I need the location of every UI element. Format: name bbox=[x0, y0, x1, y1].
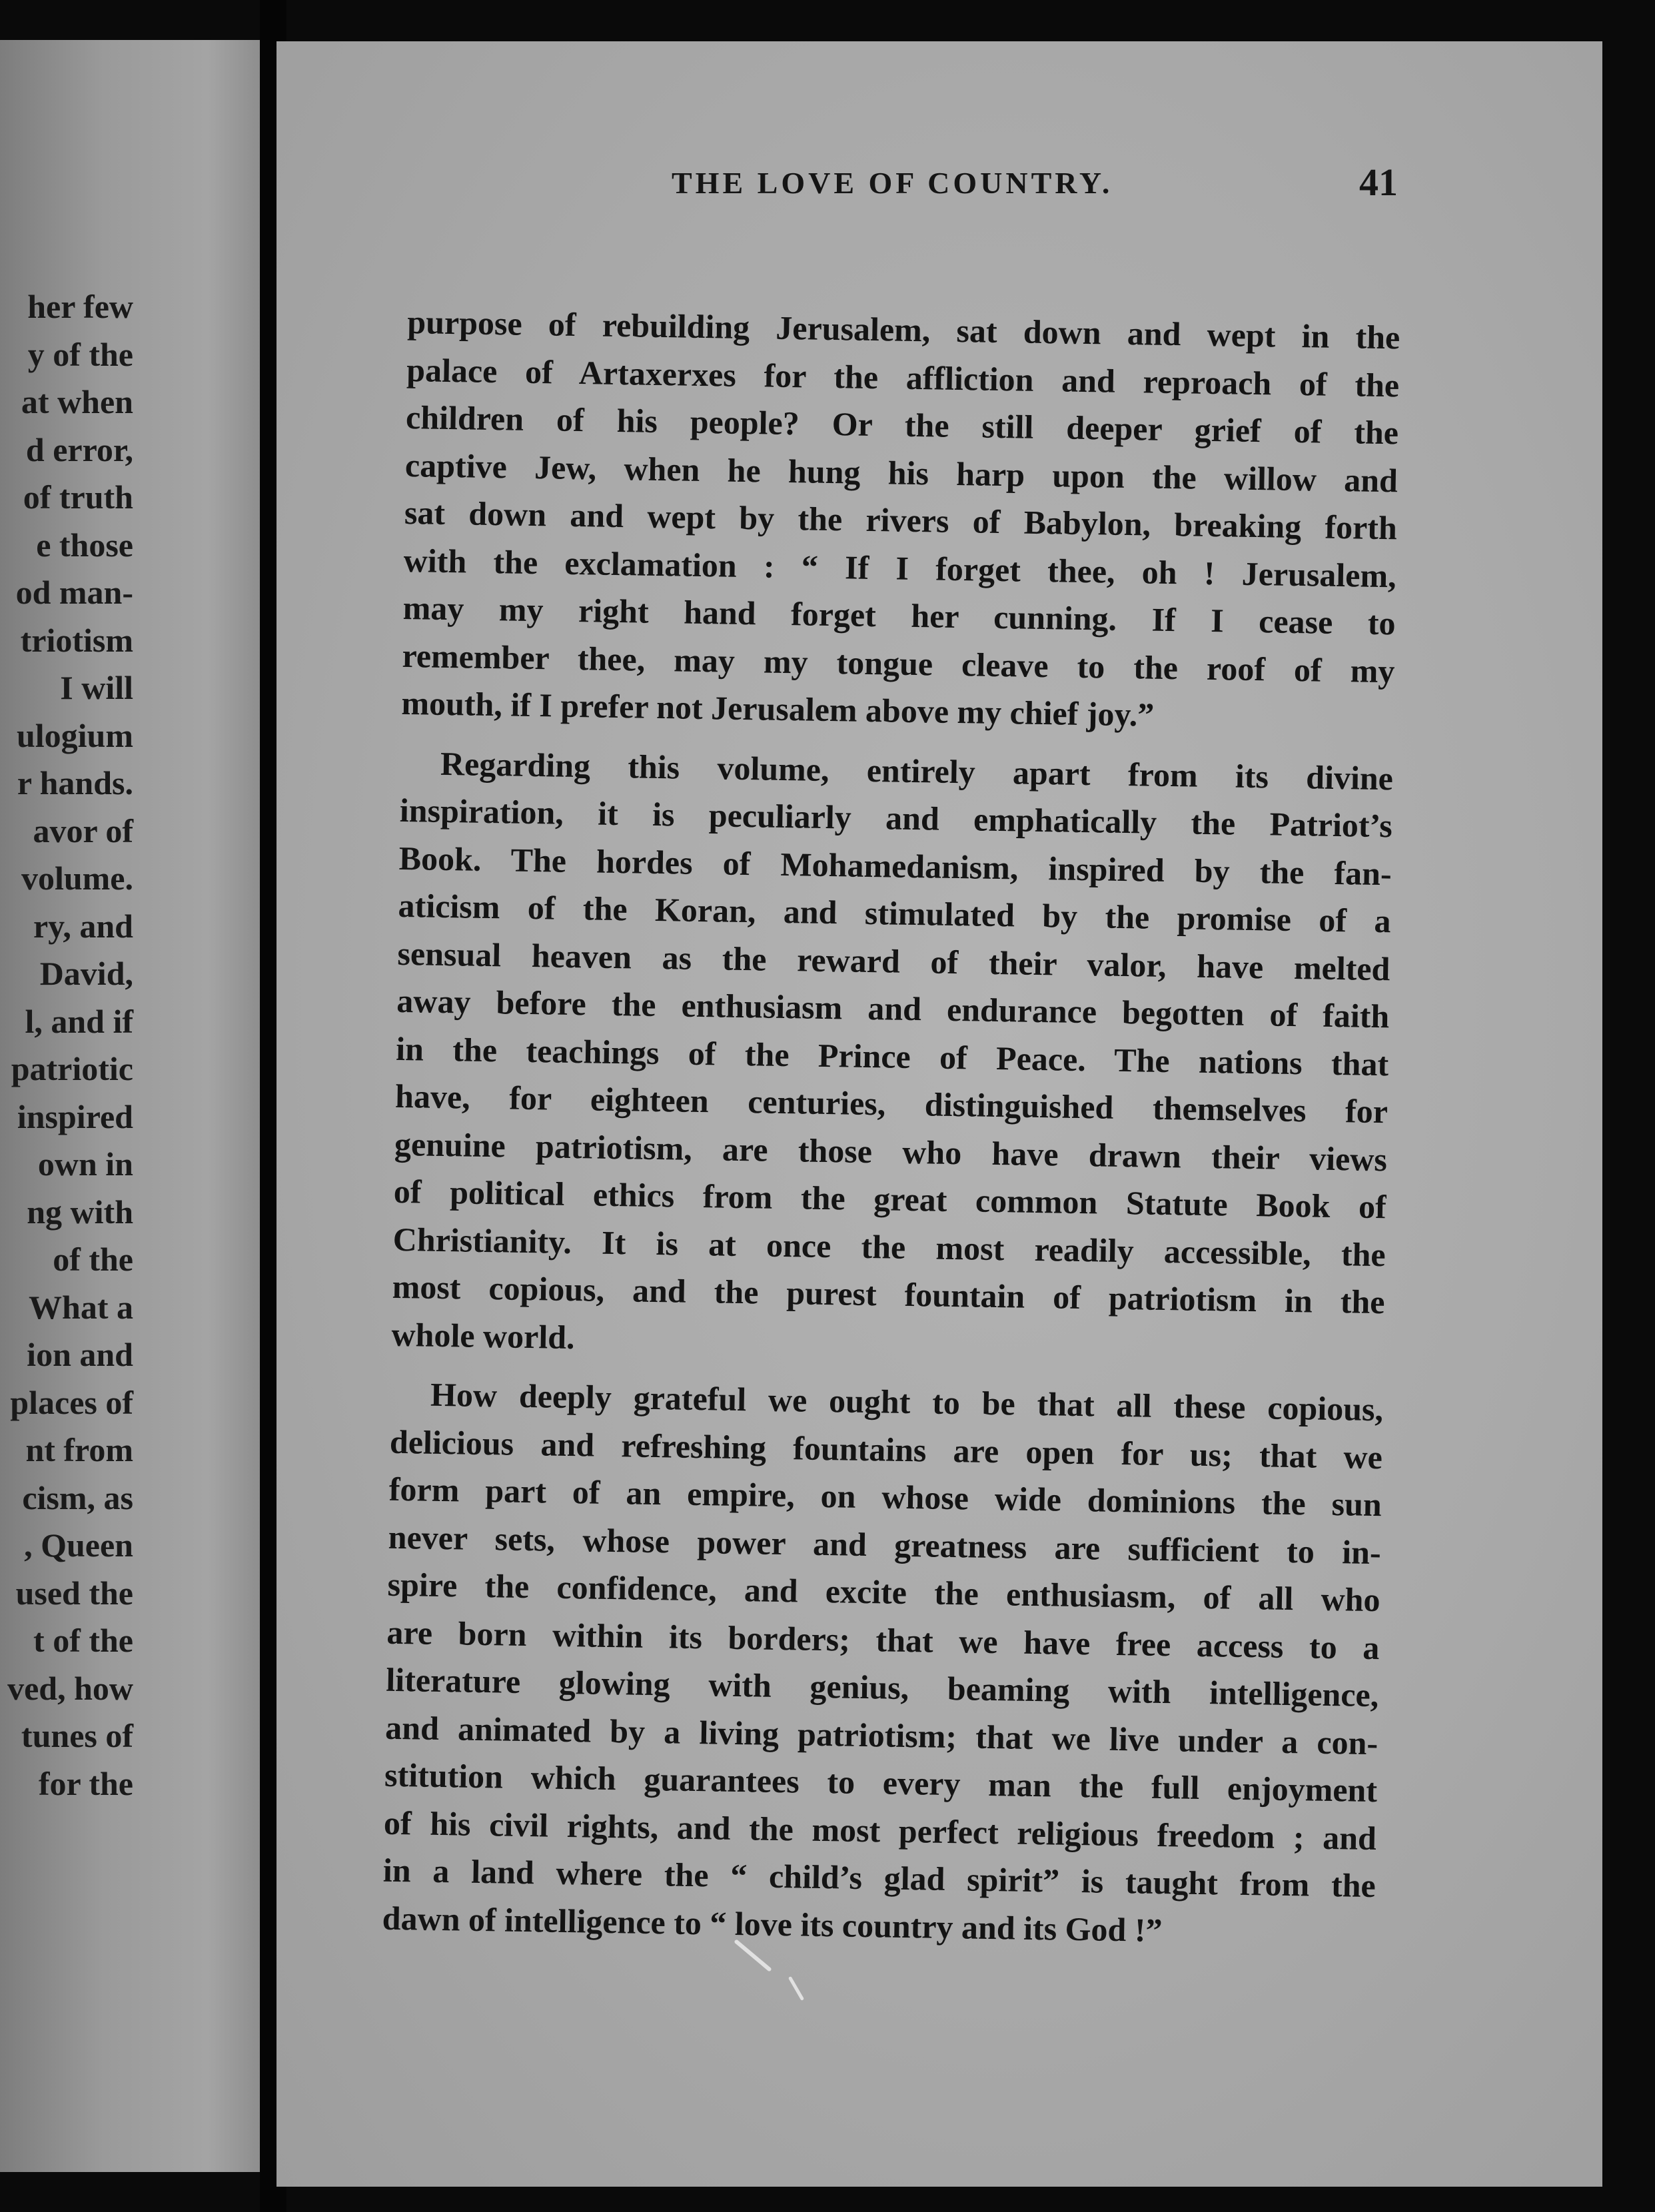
text-line: have, for eighteen centuries, distinguished themselves for bbox=[394, 1077, 1388, 1131]
text-line: at when bbox=[21, 383, 133, 420]
text-line: in the teachings of the Prince of Peace. The nations that bbox=[395, 1029, 1389, 1083]
text-line: ry, and bbox=[33, 907, 133, 945]
text-line: ng with bbox=[27, 1193, 133, 1231]
text-line: inspiration, it is peculiarly and emphatically the Patriot’s bbox=[399, 791, 1393, 845]
text-line: never sets, whose power and greatness are sufficient to in- bbox=[388, 1518, 1382, 1571]
text-line: ved, how bbox=[7, 1669, 133, 1707]
text-line: od man- bbox=[15, 574, 133, 611]
text-line: How deeply grateful we ought to be that all these copious, bbox=[430, 1375, 1384, 1428]
page-header bbox=[398, 160, 1438, 220]
text-line: for the bbox=[38, 1764, 133, 1802]
text-line: stitution which guarantees to every man the full enjoyment bbox=[384, 1756, 1378, 1810]
text-line: d error, bbox=[25, 430, 133, 468]
text-line: of political ethics from the great common Statute Book of bbox=[393, 1172, 1387, 1226]
text-line: tunes of bbox=[21, 1717, 133, 1754]
page-body bbox=[382, 298, 1400, 1957]
text-line: children of his people? Or the still deeper grief of the bbox=[405, 398, 1399, 452]
text-line: sensual heaven as the reward of their valor, have melted bbox=[397, 934, 1390, 987]
text-line: of truth bbox=[23, 478, 133, 516]
text-line: may my right hand forget her cunning. If I cease to bbox=[402, 588, 1396, 642]
text-line: l, and if bbox=[25, 1002, 133, 1040]
text-line: are born within its borders; that we have free access to a bbox=[386, 1613, 1380, 1666]
text-line: Christianity. It is at once the most readily accessible, the bbox=[392, 1220, 1386, 1273]
text-line: form part of an empire, on whose wide dominions the sun bbox=[388, 1470, 1382, 1524]
text-line: delicious and refreshing fountains are open for us; that we bbox=[389, 1422, 1383, 1476]
text-line: of the bbox=[53, 1241, 133, 1278]
text-line: I will bbox=[60, 669, 133, 706]
text-line: remember thee, may my tongue cleave to the roof of my bbox=[402, 636, 1395, 690]
paragraph-2 bbox=[391, 739, 1393, 1374]
text-line: ion and bbox=[27, 1336, 133, 1373]
text-line: mouth, if I prefer not Jerusalem above my chief joy.” bbox=[401, 684, 1155, 734]
text-line: own in bbox=[37, 1145, 133, 1183]
text-line: dawn of intelligence to “ love its country and its God !” bbox=[382, 1899, 1163, 1949]
text-line: ulogium bbox=[16, 716, 133, 754]
paragraph-3 bbox=[382, 1371, 1383, 1957]
page-number: 41 bbox=[1359, 161, 1398, 204]
text-line: sat down and wept by the rivers of Babylon, breaking forth bbox=[404, 493, 1398, 547]
text-line: of his civil rights, and the most perfect religious freedom ; and bbox=[383, 1804, 1377, 1857]
text-line: Regarding this volume, entirely apart from its divine bbox=[440, 744, 1394, 797]
text-line: palace of Artaxerxes for the affliction and reproach of the bbox=[406, 350, 1400, 404]
text-line: patriotic bbox=[11, 1050, 133, 1087]
text-line: in a land where the “ child’s glad spirit” is taught from the bbox=[382, 1851, 1377, 1905]
text-line: inspired bbox=[17, 1097, 133, 1135]
text-line: places of bbox=[10, 1383, 133, 1421]
text-line: and animated by a living patriotism; that we live under a con- bbox=[384, 1708, 1379, 1762]
text-line: purpose of rebuilding Jerusalem, sat down and wept in the bbox=[407, 302, 1400, 356]
text-line: triotism bbox=[20, 621, 133, 659]
paragraph-1 bbox=[401, 298, 1400, 743]
text-line: her few bbox=[27, 288, 133, 325]
text-line: y of the bbox=[27, 335, 133, 373]
text-line: e those bbox=[36, 526, 133, 564]
text-line: away before the enthusiasm and endurance begotten of faith bbox=[396, 981, 1390, 1035]
text-line: What a bbox=[29, 1288, 133, 1326]
running-head: THE LOVE OF COUNTRY. bbox=[672, 166, 1113, 200]
text-line: Book. The hordes of Mohamedanism, inspired by the fan- bbox=[398, 839, 1392, 892]
text-line: nt from bbox=[25, 1431, 133, 1468]
text-line: with the exclamation : “ If I forget thee, oh ! Jerusalem, bbox=[403, 541, 1397, 594]
text-line: literature glowing with genius, beaming with intelligence, bbox=[385, 1660, 1379, 1714]
text-line: most copious, and the purest fountain of patriotism in the bbox=[392, 1267, 1385, 1321]
text-line: t of the bbox=[33, 1622, 133, 1659]
text-line: aticism of the Koran, and stimulated by the promise of a bbox=[398, 886, 1391, 940]
scratch-mark bbox=[788, 1976, 804, 2001]
left-page-fragment bbox=[0, 40, 260, 2172]
left-page-text bbox=[0, 283, 133, 1808]
text-line: r hands. bbox=[17, 764, 133, 802]
text-line: spire the confidence, and excite the enthusiasm, of all who bbox=[387, 1565, 1380, 1619]
text-line: David, bbox=[39, 955, 133, 992]
text-line: volume. bbox=[21, 859, 133, 897]
text-line: cism, as bbox=[22, 1478, 133, 1516]
text-line: whole world. bbox=[391, 1315, 575, 1356]
text-line: used the bbox=[15, 1574, 133, 1612]
text-line: captive Jew, when he hung his harp upon the willow and bbox=[404, 446, 1398, 499]
text-line: , Queen bbox=[24, 1526, 133, 1564]
text-line: avor of bbox=[33, 812, 133, 849]
text-line: genuine patriotism, are those who have drawn their views bbox=[394, 1125, 1388, 1178]
